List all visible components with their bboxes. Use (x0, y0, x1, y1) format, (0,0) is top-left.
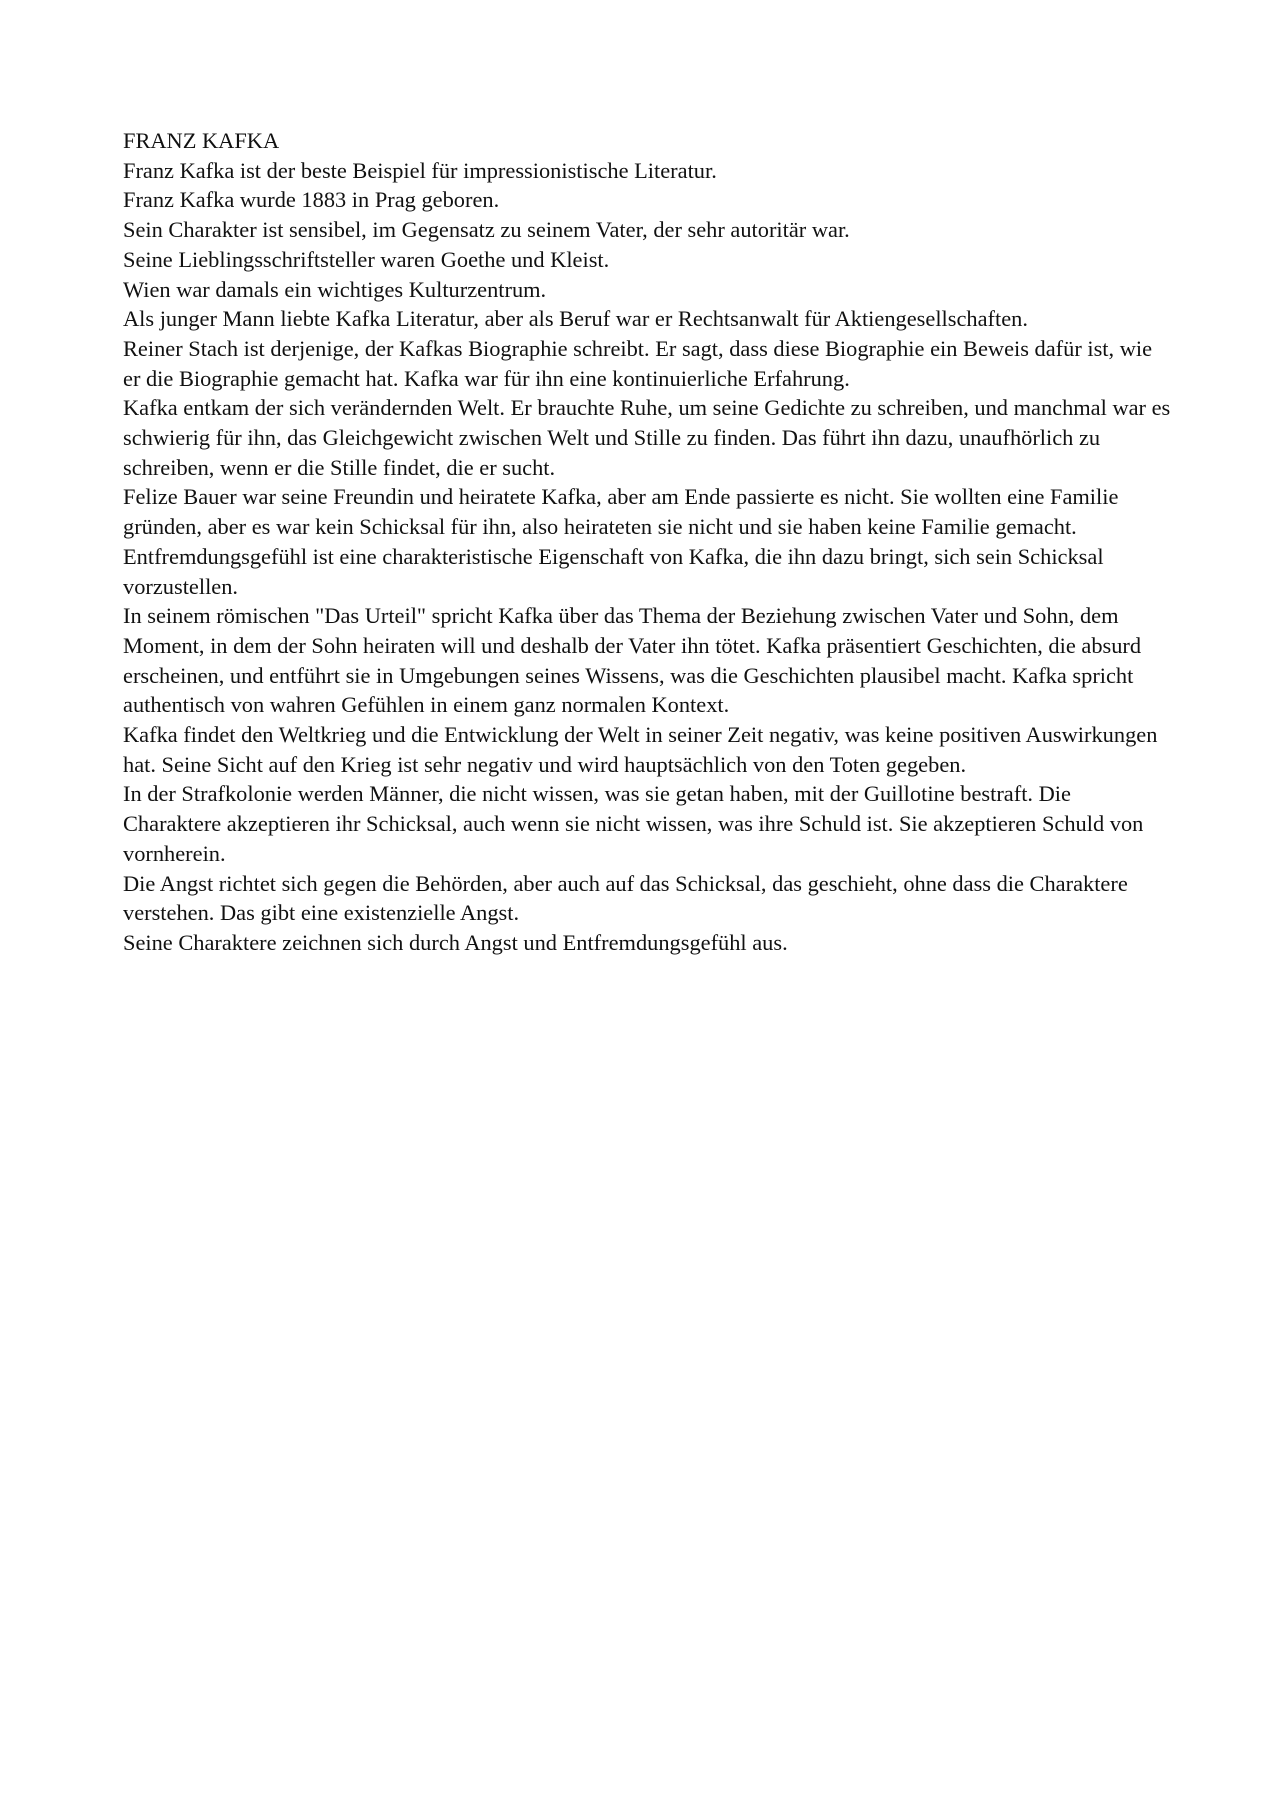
document-page (123, 126, 1173, 958)
paragraph-15: Seine Charaktere zeichnen sich durch Angst und Entfremdungsgefühl aus. (123, 929, 788, 955)
paragraph-11: In seinem römischen "Das Urteil" spricht Kafka über das Thema der Beziehung zwischen Vater und Sohn, dem Moment, in dem der Sohn heiraten will und deshalb der Vater ihn tötet. Kafka präsentiert Geschichten, die absurd erscheinen, und entführt sie in Umgebungen seines Wissens, was die Geschichten plausibel macht. Kafka spricht authentisch von wahren Gefühlen in einem ganz normalen Kontext. (123, 603, 1142, 718)
paragraph-14: Die Angst richtet sich gegen die Behörden, aber auch auf das Schicksal, das geschieht, ohne dass die Charaktere verstehen. Das gibt eine existenzielle Angst. (123, 870, 1128, 926)
document-title: FRANZ KAFKA (123, 128, 280, 153)
paragraph-9: Felize Bauer war seine Freundin und heiratete Kafka, aber am Ende passierte es nicht. Sie wollten eine Familie gründen, aber es war kein Schicksal für ihn, also heirateten sie nicht und sie haben keine Familie gemacht. (123, 484, 1119, 540)
paragraph-3: Sein Charakter ist sensibel, im Gegensatz zu seinem Vater, der sehr autoritär war. (123, 217, 850, 243)
paragraph-6: Als junger Mann liebte Kafka Literatur, aber als Beruf war er Rechtsanwalt für Aktiengesellschaften. (123, 306, 1028, 332)
paragraph-8: Kafka entkam der sich verändernden Welt. Er brauchte Ruhe, um seine Gedichte zu schreiben, und manchmal war es schwierig für ihn, das Gleichgewicht zwischen Welt und Stille zu finden. Das führt ihn dazu, unaufhörlich zu schreiben, wenn er die Stille findet, die er sucht. (123, 395, 1171, 480)
paragraph-7: Reiner Stach ist derjenige, der Kafkas Biographie schreibt. Er sagt, dass diese Biographie ein Beweis dafür ist, wie er die Biographie gemacht hat. Kafka war für ihn eine kontinuierliche Erfahrung. (123, 335, 1153, 391)
paragraph-12: Kafka findet den Weltkrieg und die Entwicklung der Welt in seiner Zeit negativ, was keine positiven Auswirkungen hat. Seine Sicht auf den Krieg ist sehr negativ und wird hauptsächlich von den Toten gegeben. (123, 722, 1158, 777)
paragraph-1: Franz Kafka ist der beste Beispiel für impressionistische Literatur. (123, 157, 717, 183)
paragraph-5: Wien war damals ein wichtiges Kulturzentrum. (123, 276, 547, 302)
paragraph-13: In der Strafkolonie werden Männer, die nicht wissen, was sie getan haben, mit der Guillotine bestraft. Die Charaktere akzeptieren ihr Schicksal, auch wenn sie nicht wissen, was ihre Schuld ist. Sie akzeptieren Schuld von vornherein. (123, 781, 1144, 866)
paragraph-4: Seine Lieblingsschriftsteller waren Goethe und Kleist. (123, 246, 610, 272)
paragraph-10: Entfremdungsgefühl ist eine charakteristische Eigenschaft von Kafka, die ihn dazu bringt, sich sein Schicksal vorzustellen. (123, 543, 1104, 599)
paragraph-2: Franz Kafka wurde 1883 in Prag geboren. (123, 187, 500, 213)
